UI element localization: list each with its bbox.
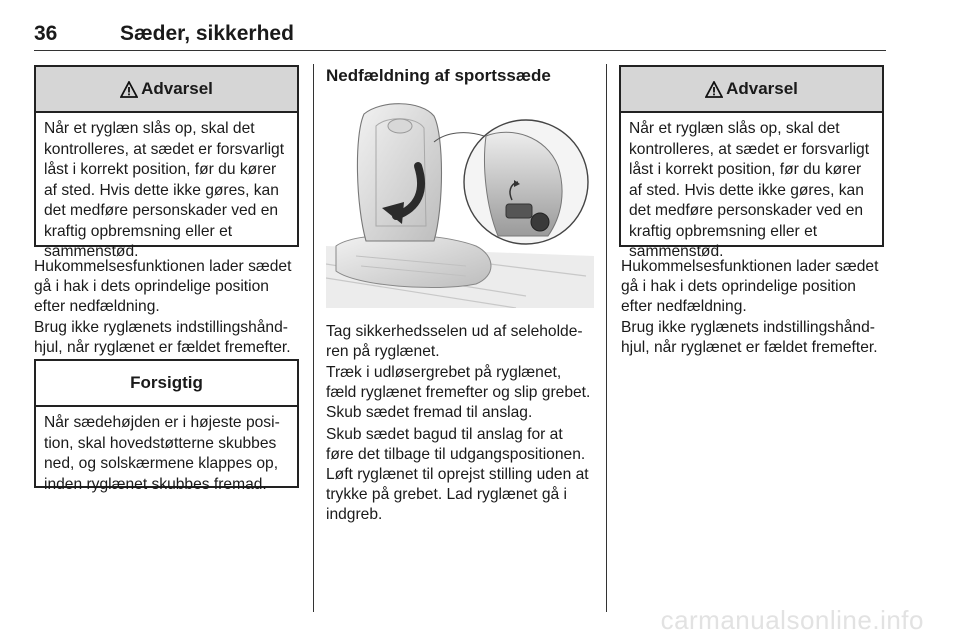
warning-box-right-header	[621, 67, 882, 113]
warning-triangle-icon	[120, 81, 138, 98]
warning-box-right-title: Advarsel	[726, 79, 798, 98]
page-title: Sæder, sikkerhed	[120, 22, 294, 45]
caution-box-text: Når sædehøjden er i højeste position, skal hovedstøtterne skubbes ned, og solskærmene klappes op, inden ryglænet skubbes fremad.	[44, 414, 280, 493]
sports-seat-figure	[326, 96, 594, 308]
column-divider-left	[313, 64, 314, 612]
paragraph-memory-function-right: Hukommelsesfunktionen lader sædet gå i hak i dets oprindelige position efter nedfældning.	[621, 258, 879, 315]
warning-box-title: Advarsel	[141, 79, 213, 98]
page-number: 36	[34, 22, 58, 45]
paragraph-adjust-wheel: Brug ikke ryglænets indstillingshåndhjul, når ryglænet er fældet fremefter.	[34, 319, 291, 356]
warning-box-header	[36, 67, 297, 113]
warning-box-right-text: Når et ryglæn slås op, skal det kontrolleres, at sædet er forsvarligt låst i korrekt position, før du kører af sted. Hvis dette ikke gøres, kan det medføre personskader ved en kraftig opbremsning eller et sammenstød.	[629, 120, 870, 260]
section-title: Nedfældning af sportssæde	[326, 66, 551, 85]
warning-box	[34, 65, 299, 260]
paragraph-memory-function: Hukommelsesfunktionen lader sædet gå i hak i dets oprindelige position efter nedfældning.	[34, 258, 292, 315]
header-divider	[34, 50, 886, 51]
warning-box-right	[619, 65, 884, 260]
step-return-seat: Skub sædet bagud til anslag for at føre det tilbage til udgangspositionen. Løft ryglænet til oprejst stilling uden at trykke på grebet. Lad ryglænet gå i indgreb.	[326, 426, 589, 523]
sports-seat-illustration	[326, 96, 594, 308]
warning-box-text: Når et ryglæn slås op, skal det kontrolleres, at sædet er forsvarligt låst i korrekt position, før du kører af sted. Hvis dette ikke gøres, kan det medføre personskader ved en kraftig opbremsning eller et sammenstød.	[44, 120, 285, 260]
column-divider-right	[606, 64, 607, 612]
step-remove-belt: Tag sikkerhedsselen ud af seleholderen på ryglænet.	[326, 323, 583, 360]
caution-box	[34, 359, 299, 493]
warning-triangle-icon	[705, 81, 723, 98]
paragraph-adjust-wheel-right: Brug ikke ryglænets indstillingshåndhjul, når ryglænet er fældet fremefter.	[621, 319, 878, 356]
caution-box-title: Forsigtig	[36, 361, 297, 407]
step-fold-backrest: Træk i udløsergrebet på ryglænet, fæld ryglænet fremefter og slip grebet. Skub sædet fremad til anslag.	[326, 364, 591, 421]
watermark: carmanualsonline.info	[660, 605, 924, 635]
